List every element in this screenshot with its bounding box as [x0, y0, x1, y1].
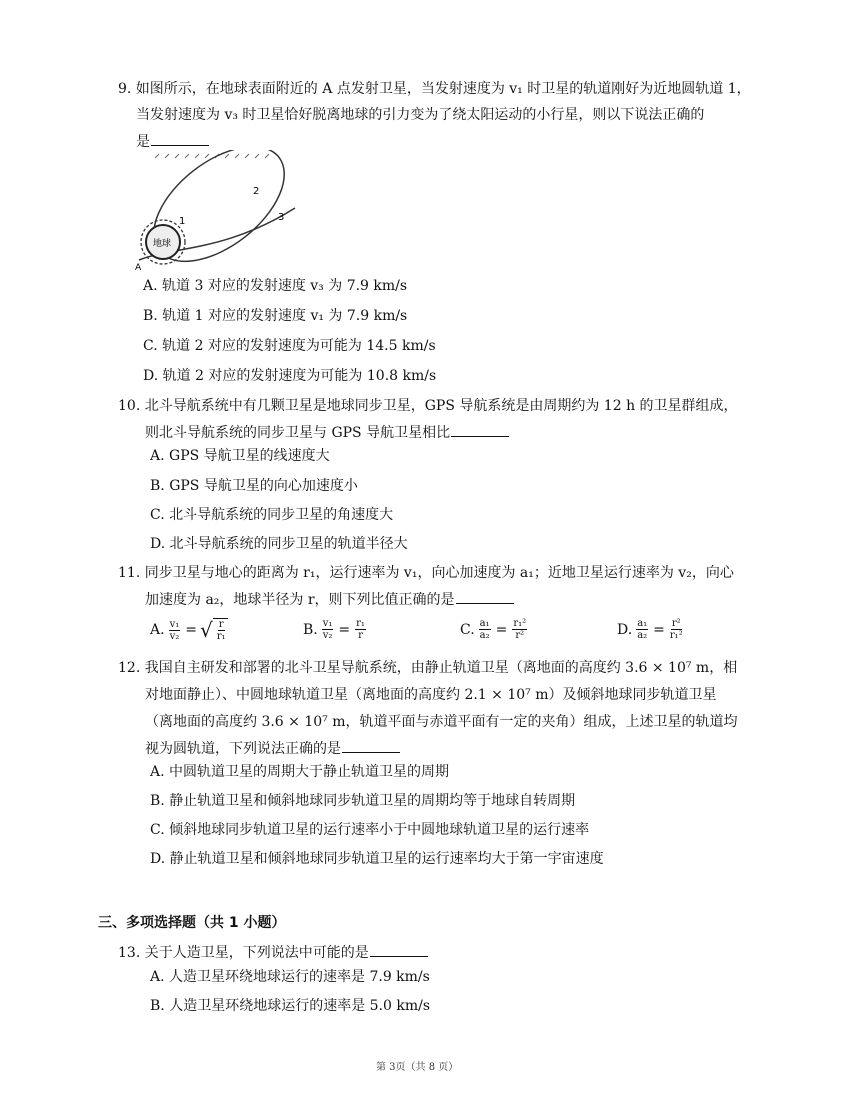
q12-line-3: （离地面的高度约 3.6 × 10⁷ m，轨道平面与赤道平面有一定的夹角）组成，上述卫星的轨道均: [145, 714, 738, 730]
q11-line-2: 加速度为 a₂，地球半径为 r，则下列比值正确的是: [145, 589, 514, 610]
fraction: $\frac{\text{a₁}}{\text{a₂}}$: [637, 618, 648, 641]
q9-option-c: C. 轨道 2 对应的发射速度为可能为 14.5 km/s: [143, 338, 436, 354]
fraction: $\frac{\text{r₁²}}{\text{r²}}$: [513, 618, 527, 641]
q10-line-1: 10. 北斗导航系统中有几颗卫星是地球同步卫星，GPS 导航系统是由周期约为 12 h 的卫星群组成，: [118, 398, 738, 414]
answer-blank: [151, 131, 209, 146]
fraction: $\frac{\text{v₁}}{\text{v₂}}$: [169, 618, 180, 642]
q9-line-2: 当发射速度为 v₃ 时卫星恰好脱离地球的引力变为了绕太阳运动的小行星，则以下说法正确的: [136, 107, 705, 123]
q10-option-b: B. GPS 导航卫星的向心加速度小: [150, 478, 358, 494]
q9-option-d: D. 轨道 2 对应的发射速度为可能为 10.8 km/s: [143, 368, 437, 384]
q11-option-c: C. $\frac{\text{a₁}}{\text{a₂}}$ = $\frac{\text{r₁²}}{\text{r²}}$: [460, 618, 527, 641]
q11-line-1: 11. 同步卫星与地心的距离为 r₁，运行速率为 v₁，向心加速度为 a₁；近地卫星运行速率为 v₂，向心: [118, 565, 734, 581]
answer-blank: [342, 738, 400, 753]
q9-option-b: B. 轨道 1 对应的发射速度 v₁ 为 7.9 km/s: [143, 308, 408, 324]
answer-blank: [451, 422, 509, 437]
answer-blank: [370, 942, 428, 957]
q13-line-1: 13. 关于人造卫星，下列说法中可能的是: [118, 942, 428, 963]
orbit-3-label: 3: [278, 212, 285, 223]
fraction: $\frac{\text{v₁}}{\text{v₂}}$: [322, 618, 333, 641]
q12-line-4: 视为圆轨道，下列说法正确的是: [145, 738, 400, 759]
q10-option-d: D. 北斗导航系统的同步卫星的轨道半径大: [150, 536, 408, 552]
q11-option-b: B. $\frac{\text{v₁}}{\text{v₂}}$ = $\frac{\text{r₁}}{r}$: [303, 618, 365, 641]
q11-option-a: A. $\frac{\text{v₁}}{\text{v₂}}$ = √ $\frac{r}{\text{r₁}}$: [150, 618, 226, 642]
orbit-2-label: 2: [253, 186, 260, 197]
orbit-1-label: 1: [179, 216, 186, 227]
fraction: $\frac{\text{r₁}}{r}$: [356, 618, 365, 641]
q12-line-2: 对地面静止）、中圆地球轨道卫星（离地面的高度约 2.1 × 10⁷ m）及倾斜地球同步轨道卫星: [145, 687, 717, 703]
q12-option-b: B. 静止轨道卫星和倾斜地球同步轨道卫星的周期均等于地球自转周期: [150, 793, 576, 809]
q11-option-d: D. $\frac{\text{a₁}}{\text{a₂}}$ = $\frac{\text{r²}}{\text{r₁²}}$: [617, 618, 683, 641]
q10-option-a: A. GPS 导航卫星的线速度大: [150, 448, 330, 464]
sqrt: √ $\frac{r}{\text{r₁}}$: [199, 618, 226, 642]
point-a-label: A: [135, 263, 142, 272]
fraction: $\frac{\text{r²}}{\text{r₁²}}$: [669, 618, 683, 641]
section-title: 三、多项选择题（共 1 小题）: [98, 915, 286, 931]
q9-line-1: 9. 如图所示，在地球表面附近的 A 点发射卫星，当发射速度为 v₁ 时卫星的轨道刚好为近地圆轨道 1，: [118, 81, 751, 97]
q9-line-3: 是: [136, 131, 209, 152]
orbit-figure: [135, 150, 315, 272]
q12-option-d: D. 静止轨道卫星和倾斜地球同步轨道卫星的运行速率均大于第一宇宙速度: [150, 851, 604, 867]
q10-option-c: C. 北斗导航系统的同步卫星的角速度大: [150, 507, 394, 523]
answer-blank: [456, 589, 514, 604]
q12-line-1: 12. 我国自主研发和部署的北斗卫星导航系统，由静止轨道卫星（离地面的高度约 3.6 × 10⁷ m，相: [118, 660, 738, 676]
q9-option-a: A. 轨道 3 对应的发射速度 v₃ 为 7.9 km/s: [143, 278, 408, 294]
q10-line-2: 则北斗导航系统的同步卫星与 GPS 导航卫星相比: [145, 422, 509, 443]
q13-option-a: A. 人造卫星环绕地球运行的速率是 7.9 km/s: [150, 969, 430, 985]
fraction: $\frac{\text{a₁}}{\text{a₂}}$: [479, 618, 490, 641]
q12-option-c: C. 倾斜地球同步轨道卫星的运行速率小于中圆地球轨道卫星的运行速率: [150, 822, 590, 838]
hatch-top: [155, 154, 269, 158]
q12-option-a: A. 中圆轨道卫星的周期大于静止轨道卫星的周期: [150, 764, 450, 780]
earth-label: 地球: [153, 239, 172, 249]
q13-option-b: B. 人造卫星环绕地球运行的速率是 5.0 km/s: [150, 998, 431, 1014]
page-footer: 第 3页（共 8 页）: [376, 1062, 459, 1073]
